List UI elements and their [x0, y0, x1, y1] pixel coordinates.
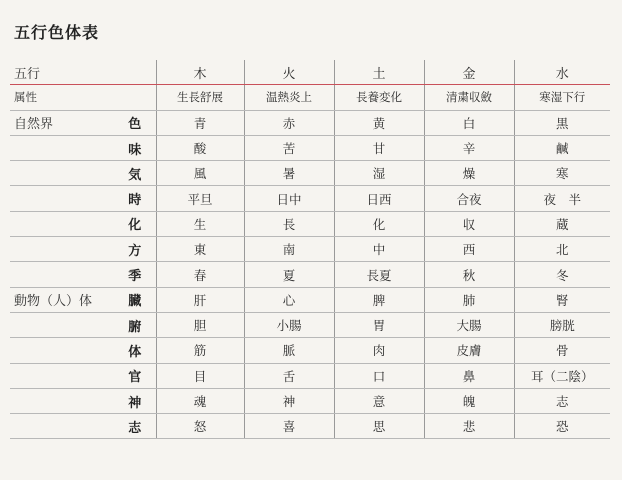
table-cell: 北: [514, 237, 610, 262]
table-cell: 暑: [244, 161, 334, 186]
attribute-label: 属性: [10, 85, 114, 110]
group-label-empty: [10, 161, 114, 186]
table-cell: 筋: [156, 338, 244, 363]
table-cell: 皮膚: [424, 338, 514, 363]
group-label-empty: [10, 135, 114, 160]
row-category: 気: [114, 161, 156, 186]
group-label-empty: [10, 414, 114, 439]
table-row: [10, 211, 610, 236]
table-cell: 長夏: [334, 262, 424, 287]
table-row: [10, 287, 610, 312]
element-header: 水: [514, 60, 610, 85]
table-cell: 夏: [244, 262, 334, 287]
table-cell: 日中: [244, 186, 334, 211]
row-category: 方: [114, 237, 156, 262]
group-label-empty: [10, 312, 114, 337]
table-cell: 南: [244, 237, 334, 262]
table-cell: 魄: [424, 388, 514, 413]
table-cell: 鼻: [424, 363, 514, 388]
table-row: [10, 388, 610, 413]
table-cell: 目: [156, 363, 244, 388]
table-cell: 春: [156, 262, 244, 287]
attribute-cell: 温熱炎上: [244, 85, 334, 110]
group-label-empty: [10, 262, 114, 287]
table-cell: 辛: [424, 135, 514, 160]
group-label-empty: [10, 237, 114, 262]
row-category: 味: [114, 135, 156, 160]
table-row: [10, 312, 610, 337]
table-cell: 風: [156, 161, 244, 186]
table-cell: 燥: [424, 161, 514, 186]
table-cell: 甘: [334, 135, 424, 160]
table-cell: 小腸: [244, 312, 334, 337]
table-row: [10, 363, 610, 388]
table-cell: 生: [156, 211, 244, 236]
row-category: 時: [114, 186, 156, 211]
group-label-empty: [10, 211, 114, 236]
table-cell: 鹹: [514, 135, 610, 160]
table-row: [10, 135, 610, 160]
table-cell: 喜: [244, 414, 334, 439]
table-cell: 合夜: [424, 186, 514, 211]
table-cell: 舌: [244, 363, 334, 388]
table-cell: 黄: [334, 110, 424, 135]
table-cell: 脈: [244, 338, 334, 363]
table-row: [10, 262, 610, 287]
table-cell: 長: [244, 211, 334, 236]
table-cell: 心: [244, 287, 334, 312]
table-cell: 怒: [156, 414, 244, 439]
table-cell: 冬: [514, 262, 610, 287]
element-header: 土: [334, 60, 424, 85]
five-elements-table: [10, 60, 610, 439]
table-cell: 胃: [334, 312, 424, 337]
table-cell: 西: [424, 237, 514, 262]
table-cell: 口: [334, 363, 424, 388]
row-category: 官: [114, 363, 156, 388]
table-cell: 思: [334, 414, 424, 439]
table-cell: 大腸: [424, 312, 514, 337]
table-cell: 東: [156, 237, 244, 262]
table-cell: 酸: [156, 135, 244, 160]
element-header: 金: [424, 60, 514, 85]
attribute-cell: 生長舒展: [156, 85, 244, 110]
table-cell: 蔵: [514, 211, 610, 236]
group-label-empty: [10, 338, 114, 363]
table-cell: 肺: [424, 287, 514, 312]
table-cell: 志: [514, 388, 610, 413]
group-label-empty: [10, 388, 114, 413]
table-cell: 魂: [156, 388, 244, 413]
row-category: 季: [114, 262, 156, 287]
table-row: [10, 110, 610, 135]
element-header: 木: [156, 60, 244, 85]
row-category: 体: [114, 338, 156, 363]
header-sub-empty: [114, 60, 156, 85]
group-label-body: 動物（人）体: [10, 287, 114, 312]
table-cell: 湿: [334, 161, 424, 186]
attribute-row: [10, 85, 610, 110]
table-cell: 肝: [156, 287, 244, 312]
table-cell: 化: [334, 211, 424, 236]
table-cell: 耳（二陰）: [514, 363, 610, 388]
table-cell: 神: [244, 388, 334, 413]
table-cell: 夜 半: [514, 186, 610, 211]
table-cell: 胆: [156, 312, 244, 337]
table-row: [10, 414, 610, 439]
table-cell: 寒: [514, 161, 610, 186]
element-header: 火: [244, 60, 334, 85]
table-cell: 中: [334, 237, 424, 262]
attribute-cell: 清粛収斂: [424, 85, 514, 110]
row-category: 色: [114, 110, 156, 135]
row-category: 化: [114, 211, 156, 236]
row-category: 腑: [114, 312, 156, 337]
table-row: [10, 161, 610, 186]
table-cell: 秋: [424, 262, 514, 287]
table-row: [10, 338, 610, 363]
attribute-cell: 長養変化: [334, 85, 424, 110]
group-label-empty: [10, 186, 114, 211]
attribute-sub-empty: [114, 85, 156, 110]
table-cell: 膀胱: [514, 312, 610, 337]
row-category: 志: [114, 414, 156, 439]
table-cell: 恐: [514, 414, 610, 439]
table-cell: 脾: [334, 287, 424, 312]
page-title: 五行色体表: [14, 23, 100, 42]
table-cell: 日西: [334, 186, 424, 211]
table-cell: 黒: [514, 110, 610, 135]
table-row: [10, 237, 610, 262]
header-label: 五行: [10, 60, 114, 85]
table-cell: 腎: [514, 287, 610, 312]
table-cell: 白: [424, 110, 514, 135]
table-cell: 平旦: [156, 186, 244, 211]
row-category: 神: [114, 388, 156, 413]
table-cell: 青: [156, 110, 244, 135]
row-category: 臓: [114, 287, 156, 312]
table-cell: 赤: [244, 110, 334, 135]
table-cell: 収: [424, 211, 514, 236]
group-label-nature: 自然界: [10, 110, 114, 135]
attribute-cell: 寒湿下行: [514, 85, 610, 110]
table-cell: 骨: [514, 338, 610, 363]
table-cell: 肉: [334, 338, 424, 363]
table-cell: 悲: [424, 414, 514, 439]
table-cell: 苦: [244, 135, 334, 160]
table-cell: 意: [334, 388, 424, 413]
table-row: [10, 186, 610, 211]
header-row: [10, 60, 610, 85]
group-label-empty: [10, 363, 114, 388]
